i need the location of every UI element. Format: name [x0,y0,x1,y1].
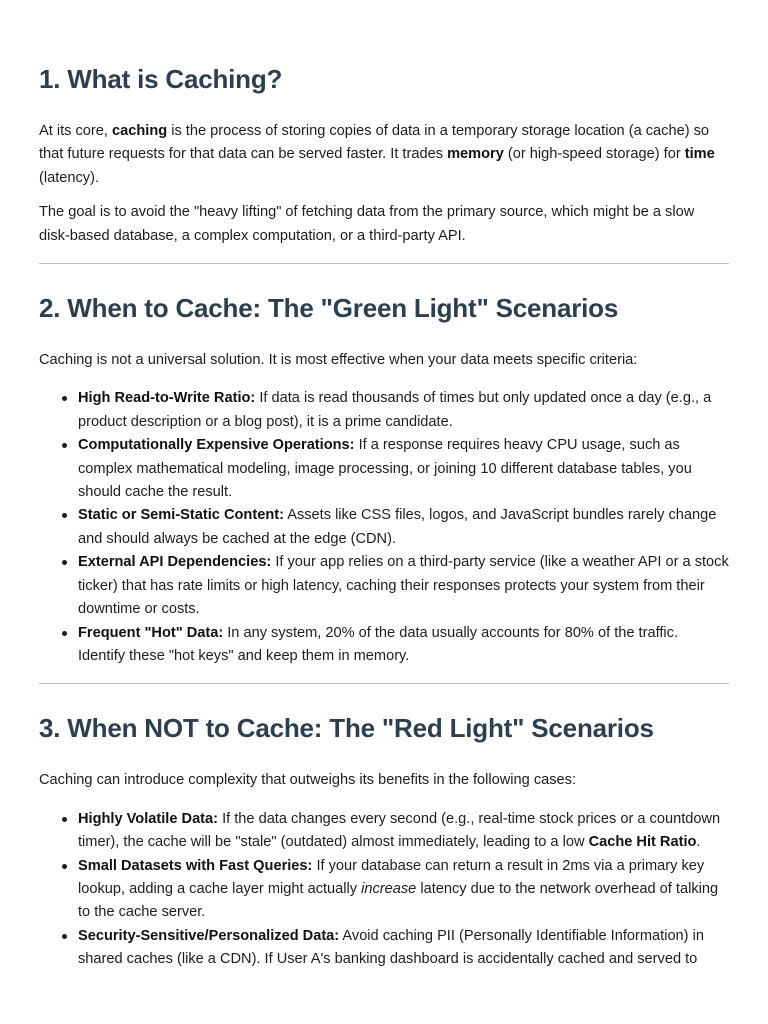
list-item-label: Small Datasets with Fast Queries: [78,857,313,874]
list-item [78,504,729,551]
document-body [39,0,729,972]
paragraph-caching-definition [39,120,729,190]
list-item-label: Computationally Expensive Operations: [78,437,355,454]
list-item-label: Security-Sensitive/Personalized Data: [78,927,340,944]
heading-when-to-cache: 2. When to Cache: The "Green Light" Scenarios [39,293,619,324]
text-fragment: At its core, [39,123,112,139]
list-item-text: If the data changes every second (e.g., real-time stock prices or a countdown timer), the cache will be "stale" (outdated) almost immediately, leading to a low [78,810,721,851]
bold-term-memory: memory [447,146,504,163]
list-item [78,434,729,504]
list-item-text: Avoid caching PII (Personally Identifiable Information) in shared caches (like a CDN). If User A's banking dashboard is accidentally cached and served to [78,927,704,968]
list-item-text: If a response requires heavy CPU usage, such as complex mathematical modeling, image processing, or joining 10 different database tables, you should cache the result. [78,437,692,501]
italic-term-increase: increase [361,880,417,897]
list-item-text: latency due to the network overhead of talking to the cache server. [78,880,719,921]
heading-what-is-caching: 1. What is Caching? [39,64,283,94]
list-item-label: Static or Semi-Static Content: [78,507,284,524]
heading-when-not-to-cache: 3. When NOT to Cache: The "Red Light" Scenarios [39,713,654,744]
list-item-text: . [696,834,701,851]
bold-term-caching: caching [112,123,168,139]
paragraph-caching-goal: The goal is to avoid the "heavy lifting" of fetching data from the primary source, which might be a slow disk-based database, a complex computation, or a third-party API. [39,204,695,244]
list-item-label: High Read-to-Write Ratio: [78,390,256,407]
list-item [78,808,729,855]
list-item-text: Assets like CSS files, logos, and JavaScript bundles rarely change and should always be cached at the edge (CDN). [78,507,717,547]
list-item-text: If your app relies on a third-party service (like a weather API or a stock ticker) that has rate limits or high latency, caching their responses protects your system from their downtime or costs. [78,554,729,618]
list-item-text: In any system, 20% of the data usually accounts for 80% of the traffic. Identify these "hot keys" and keep them in memory. [78,624,679,664]
list-item-text: If your database can return a result in 2ms via a primary key lookup, adding a cache layer might actually [78,857,705,897]
list-item [78,387,729,434]
list-item-label: Highly Volatile Data: [78,810,219,827]
list-item [78,551,729,621]
paragraph-when-to-cache-intro: Caching is not a universal solution. It is most effective when your data meets specific criteria: [39,352,638,369]
list-item-text: If data is read thousands of times but only updated once a day (e.g., a product description or a blog post), it is a prime candidate. [78,390,712,430]
red-light-list [39,808,729,972]
text-fragment: is the process of storing copies of data in a temporary storage location (a cache) so that future requests for that data can be served faster. It trades [39,123,710,163]
green-light-list [39,387,729,668]
list-item [78,925,729,972]
list-item [78,622,729,669]
text-fragment: (latency). [39,169,100,186]
section-divider [39,263,729,264]
bold-term-cache-hit-ratio: Cache Hit Ratio [588,834,697,851]
paragraph-when-not-to-cache-intro: Caching can introduce complexity that outweighs its benefits in the following cases: [39,772,577,789]
list-item-label: Frequent "Hot" Data: [78,624,224,641]
list-item-label: External API Dependencies: [78,554,272,571]
section-divider [39,683,729,684]
list-item [78,855,729,925]
text-fragment: (or high-speed storage) for [503,146,685,163]
bold-term-time: time [684,146,715,163]
